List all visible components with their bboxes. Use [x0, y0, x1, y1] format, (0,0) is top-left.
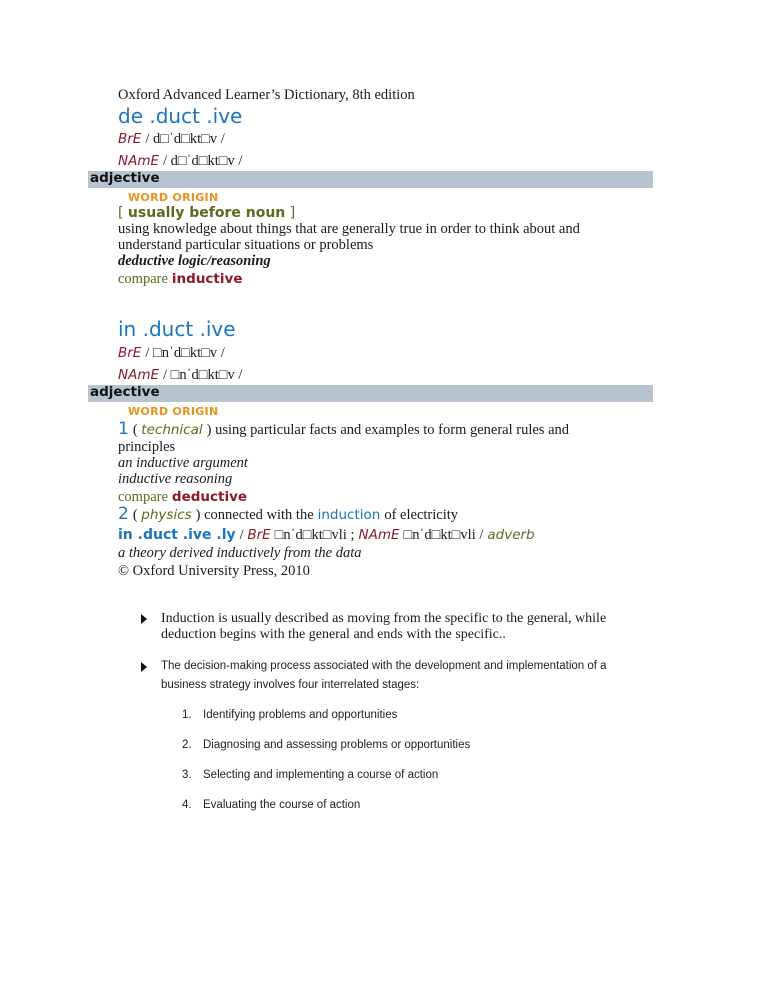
compare-text: compare — [118, 489, 168, 505]
list-item: Evaluating the course of action — [203, 799, 361, 811]
bre-pronunciation — [118, 344, 225, 362]
derivative-pos: adverb — [487, 527, 535, 543]
bre-label: BrE — [247, 527, 271, 543]
bullet-text: business strategy involves four interrelated stages: — [161, 679, 420, 691]
register-label: physics — [141, 507, 192, 523]
word-origin-link[interactable]: WORD ORIGIN — [128, 405, 219, 418]
example-phrase: deductive logic/reasoning — [118, 253, 271, 269]
list-item-number: 2. — [182, 739, 192, 751]
word-origin-link[interactable]: WORD ORIGIN — [128, 191, 219, 204]
grammar-note: [ usually before noun ] — [118, 205, 296, 221]
bullet-arrow-icon — [141, 614, 147, 624]
bre-pron: □nˈd□kt□vli ; — [274, 527, 355, 543]
definition-line: ) using particular facts and examples to form general rules and — [206, 422, 570, 438]
definition-line: principles — [118, 439, 176, 455]
headword-inductive: in .duct .ive — [118, 317, 236, 341]
headword-deductive: de .duct .ive — [118, 104, 243, 128]
xref-inductive[interactable]: inductive — [171, 271, 243, 287]
sense-number: 2 — [118, 504, 129, 524]
pos-label: adjective — [90, 170, 160, 186]
sense-1: 1 ( technical ) using particular facts and examples to form general rules and — [118, 419, 570, 439]
derivative-line: in .duct .ive .ly / BrE □nˈd□kt□vli ; NAmE □nˈd□kt□vli / adverb — [118, 527, 535, 543]
list-item-number: 3. — [182, 769, 192, 781]
bre-label: BrE — [118, 131, 142, 147]
name-label: NAmE — [358, 527, 400, 543]
copyright-line: © Oxford University Press, 2010 — [118, 563, 310, 579]
bullet-text: deduction begins with the general and ends with the specific.. — [161, 627, 506, 642]
list-item: Selecting and implementing a course of action — [203, 769, 439, 781]
bre-label: BrE — [118, 345, 142, 361]
example-phrase: an inductive argument — [118, 455, 248, 471]
definition-line: using knowledge about things that are generally true in order to think about and — [118, 221, 580, 237]
pos-bar — [88, 171, 653, 188]
bre-pron: / □nˈd□kt□v / — [145, 345, 225, 361]
bullet-text: Induction is usually described as moving from the specific to the general, while — [161, 611, 607, 626]
bullet-arrow-icon — [141, 662, 147, 672]
example-phrase: inductive reasoning — [118, 471, 233, 487]
derivative-word: in .duct .ive .ly — [118, 527, 236, 543]
example-phrase: a theory derived inductively from the data — [118, 545, 362, 561]
compare-line — [118, 270, 242, 288]
sense-number: 1 — [118, 419, 129, 439]
pos-label: adjective — [90, 384, 160, 400]
xref-deductive[interactable]: deductive — [171, 489, 248, 505]
grammar-text: usually before noun — [127, 205, 286, 221]
name-pron: / d□ˈd□kt□v / — [163, 153, 243, 169]
list-item: Identifying problems and opportunities — [203, 709, 398, 721]
name-pronunciation — [118, 152, 242, 170]
name-pronunciation — [118, 366, 242, 384]
compare-text: compare — [118, 271, 168, 287]
definition-text: of electricity — [384, 507, 459, 523]
name-pron: □nˈd□kt□vli / — [403, 527, 484, 543]
bre-pronunciation — [118, 130, 225, 148]
definition-line: understand particular situations or problems — [118, 237, 374, 253]
list-item: Diagnosing and assessing problems or opportunities — [203, 739, 471, 751]
name-label: NAmE — [118, 153, 160, 169]
register-label: technical — [141, 422, 203, 438]
name-label: NAmE — [118, 367, 160, 383]
list-item-number: 1. — [182, 709, 192, 721]
definition-text: ) connected with the — [195, 507, 314, 523]
xref-induction[interactable]: induction — [317, 507, 381, 523]
bre-pron: / d□ˈd□kt□v / — [145, 131, 225, 147]
sense-2: 2 ( physics ) connected with the induction of electricity — [118, 504, 459, 524]
source-title: Oxford Advanced Learner’s Dictionary, 8th edition — [118, 87, 415, 103]
name-pron: / □nˈd□kt□v / — [163, 367, 243, 383]
bullet-text: The decision-making process associated with the development and implementation of a — [161, 660, 607, 672]
pos-bar — [88, 385, 653, 402]
list-item-number: 4. — [182, 799, 192, 811]
